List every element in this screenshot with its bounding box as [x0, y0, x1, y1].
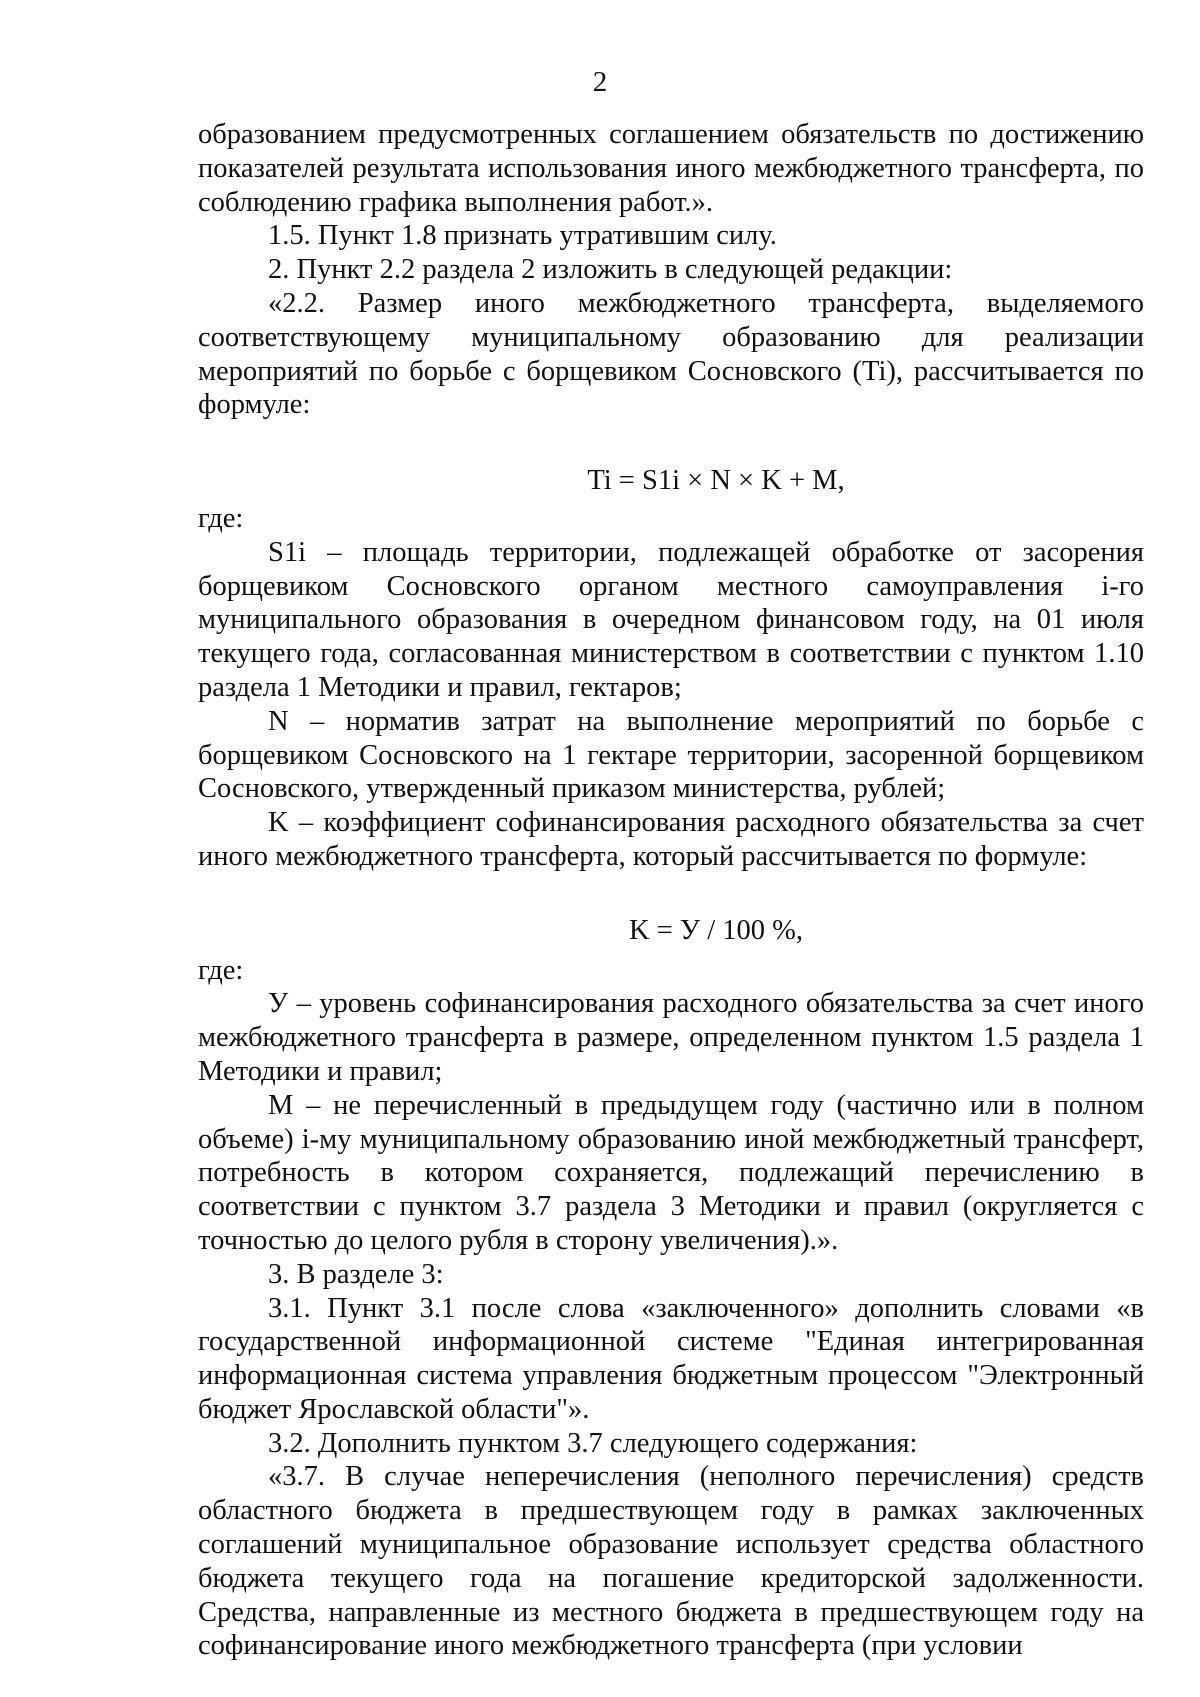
- paragraph: 3. В разделе 3:: [268, 1258, 444, 1290]
- where-label: где:: [198, 954, 244, 986]
- paragraph: N – норматив затрат на выполнение мероприятий по борьбе с борщевиком Сосновского на 1 гектаре территории, засоренной борщевиком Сосновского, утвержденный приказом министерства, рублей;: [198, 705, 1144, 805]
- paragraph: У – уровень софинансирования расходного обязательства за счет иного межбюджетного трансферта в размере, определенном пунктом 1.5 раздела 1 Методики и правил;: [198, 988, 1144, 1087]
- paragraph: «3.7. В случае неперечисления (неполного перечисления) средств областного бюджета в предшествующем году в рамках заключенных соглашений муниципальное образование использует средства областного бюджета текущего года на погашение кредиторской задолженности. Средства, направленные из местного бюджета в предшествующем году на софинансирование иного межбюджетного трансферта (при условии: [198, 1461, 1144, 1662]
- paragraph: 1.5. Пункт 1.8 признать утратившим силу.: [268, 220, 777, 252]
- paragraph: 3.1. Пункт 3.1 после слова «заключенного» дополнить словами «в государственной информационной системе "Единая интегрированная информационная система управления бюджетным процессом "Электронный бюджет Ярославской области"».: [198, 1292, 1144, 1425]
- paragraph: образованием предусмотренных соглашением обязательств по достижению показателей результата использования иного межбюджетного трансферта, по соблюдению графика выполнения работ.».: [198, 119, 1144, 218]
- paragraph: «2.2. Размер иного межбюджетного трансферта, выделяемого соответствующему муниципальному образованию для реализации мероприятий по борьбе с борщевиком Сосновского (Ti), рассчитывается по формуле:: [198, 287, 1144, 421]
- paragraph: 3.2. Дополнить пунктом 3.7 следующего содержания:: [268, 1427, 918, 1459]
- where-label: где:: [198, 502, 244, 534]
- paragraph: S1i – площадь территории, подлежащей обработке от засорения борщевиком Сосновского органом местного самоуправления i-го муниципального образования в очередном финансовом году, на 01 июля текущего года, согласованная министерством в соответствии с пунктом 1.10 раздела 1 Методики и правил, гектаров;: [198, 536, 1144, 703]
- paragraph: М – не перечисленный в предыдущем году (частично или в полном объеме) i-му муниципальному образованию иной межбюджетный трансферт, потребность в котором сохраняется, подлежащий перечислению в соответствии с пунктом 3.7 раздела 3 Методики и правил (округляется с точностью до целого рубля в сторону увеличения).».: [198, 1089, 1144, 1256]
- document-body: [198, 118, 1144, 1663]
- paragraph: K – коэффициент софинансирования расходного обязательства за счет иного межбюджетного трансферта, который рассчитывается по формуле:: [198, 807, 1144, 872]
- page-number: 2: [592, 66, 608, 98]
- formula-k: K = У / 100 %,: [629, 914, 803, 946]
- paragraph: 2. Пункт 2.2 раздела 2 изложить в следующей редакции:: [268, 254, 953, 286]
- formula-ti: Ti = S1i × N × K + M,: [587, 465, 845, 497]
